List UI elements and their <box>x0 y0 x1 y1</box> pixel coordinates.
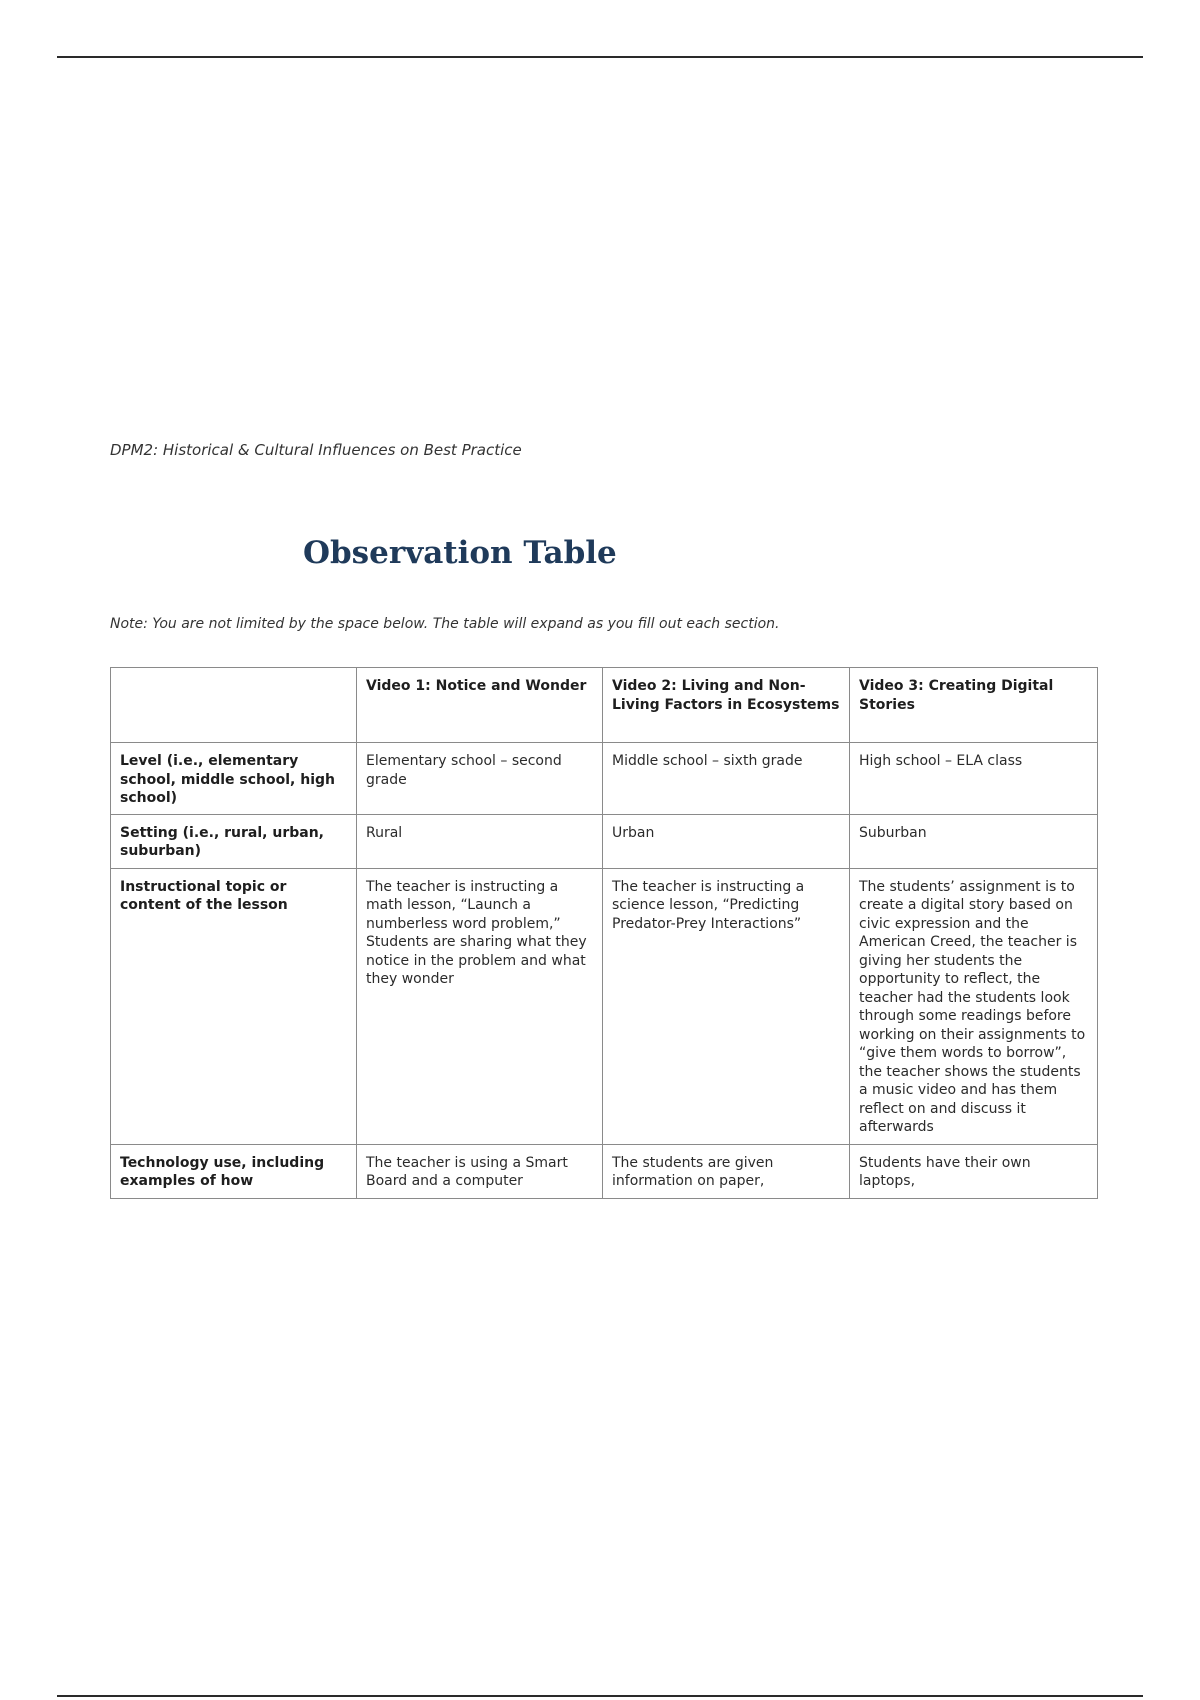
top-rule <box>57 56 1143 58</box>
cell-technology-video-3: Students have their own laptops, <box>850 1144 1098 1198</box>
table-row-setting <box>111 814 1098 868</box>
table-row-technology <box>111 1144 1098 1198</box>
row-label-level: Level (i.e., elementary school, middle school, high school) <box>111 743 357 815</box>
cell-setting-video-1: Rural <box>357 814 603 868</box>
row-label-setting: Setting (i.e., rural, urban, suburban) <box>111 814 357 868</box>
cell-level-video-1: Elementary school – second grade <box>357 743 603 815</box>
table-row-level <box>111 743 1098 815</box>
cell-topic-video-3: The students’ assignment is to create a digital story based on civic expression and the American Creed, the teacher is giving her students the opportunity to reflect, the teacher had the students look through some readings before working on their assignments to “give them words to borrow”, the teacher shows the students a music video and has them reflect on and discuss it afterwards <box>850 868 1098 1144</box>
header-cell-video-2: Video 2: Living and Non-Living Factors in Ecosystems <box>603 668 850 743</box>
cell-level-video-3: High school – ELA class <box>850 743 1098 815</box>
row-label-topic: Instructional topic or content of the lesson <box>111 868 357 1144</box>
table-header-row <box>111 668 1098 743</box>
header-cell-empty <box>111 668 357 743</box>
cell-technology-video-2: The students are given information on paper, <box>603 1144 850 1198</box>
page-title: Observation Table <box>303 535 617 571</box>
observation-table <box>110 667 1098 1199</box>
document-header: DPM2: Historical & Cultural Influences on Best Practice <box>110 441 522 459</box>
bottom-rule <box>57 1695 1143 1697</box>
header-cell-video-3: Video 3: Creating Digital Stories <box>850 668 1098 743</box>
table-note: Note: You are not limited by the space below. The table will expand as you fill out each section. <box>110 616 780 632</box>
cell-topic-video-1: The teacher is instructing a math lesson, “Launch a numberless word problem,” Students are sharing what they notice in the problem and what they wonder <box>357 868 603 1144</box>
cell-level-video-2: Middle school – sixth grade <box>603 743 850 815</box>
cell-technology-video-1: The teacher is using a Smart Board and a computer <box>357 1144 603 1198</box>
row-label-technology: Technology use, including examples of how <box>111 1144 357 1198</box>
cell-topic-video-2: The teacher is instructing a science lesson, “Predicting Predator-Prey Interactions” <box>603 868 850 1144</box>
cell-setting-video-3: Suburban <box>850 814 1098 868</box>
cell-setting-video-2: Urban <box>603 814 850 868</box>
table-row-topic <box>111 868 1098 1144</box>
header-cell-video-1: Video 1: Notice and Wonder <box>357 668 603 743</box>
